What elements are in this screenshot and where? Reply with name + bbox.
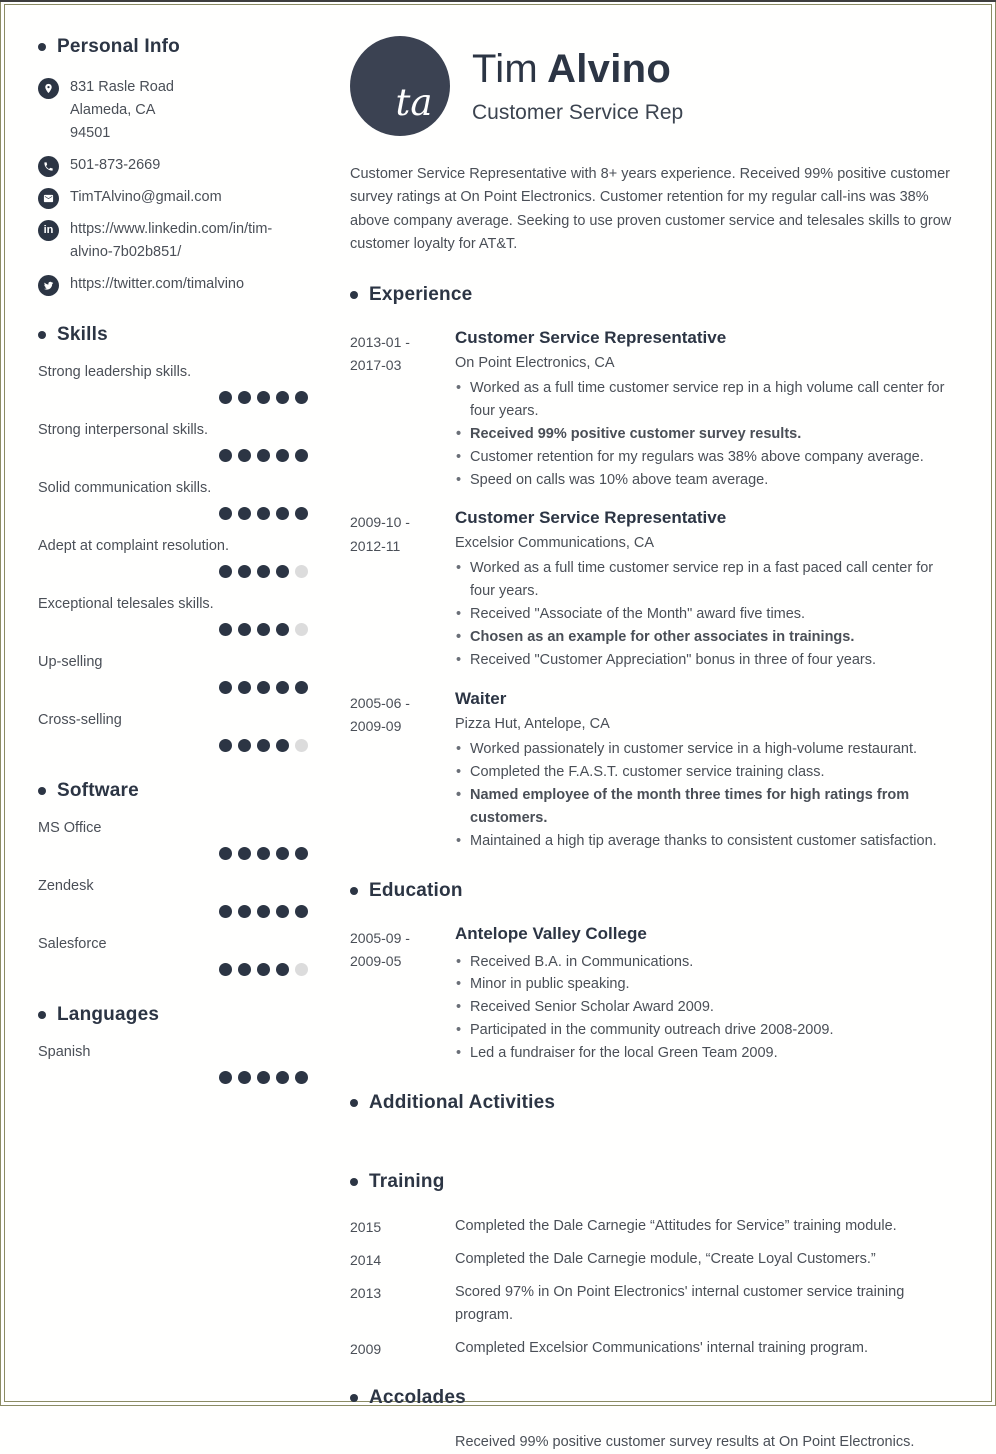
contact-address xyxy=(38,76,308,145)
entry-dates: 2005-09 - 2009-05 xyxy=(350,929,410,969)
software-label: Zendesk xyxy=(38,877,94,894)
rating-dot xyxy=(219,963,232,976)
twitter-url[interactable]: https://twitter.com/timalvino xyxy=(70,275,245,292)
rating-dot xyxy=(276,739,289,752)
entry-body xyxy=(455,508,956,672)
training-text: Completed Excelsior Communications' internal training program. xyxy=(455,1340,868,1357)
bullet-item: • Minor in public speaking. xyxy=(455,973,956,996)
rating-dot xyxy=(295,565,308,578)
training-year: 2009 xyxy=(350,1341,382,1358)
entry-body xyxy=(455,924,956,1066)
software-item xyxy=(38,936,308,976)
address-line-1: 831 Rasle Road xyxy=(70,79,174,95)
skill-rating xyxy=(38,449,308,462)
rating-dot xyxy=(257,565,270,578)
skill-label: Strong interpersonal skills. xyxy=(38,421,209,438)
name-block xyxy=(472,47,683,125)
rating-dot xyxy=(238,391,251,404)
rating-dot xyxy=(257,963,270,976)
personal-info-heading xyxy=(38,36,308,58)
rating-dot xyxy=(238,565,251,578)
skill-item xyxy=(38,654,308,694)
entry-bullets xyxy=(455,738,956,853)
additional-activities-title: Additional Activities xyxy=(369,1092,556,1114)
rating-dot xyxy=(276,681,289,694)
skill-label: Strong leadership skills. xyxy=(38,363,192,380)
rating-dot xyxy=(238,963,251,976)
avatar xyxy=(350,36,450,136)
rating-dot xyxy=(257,905,270,918)
main-column xyxy=(350,36,956,1451)
rating-dot xyxy=(219,905,232,918)
rating-dot xyxy=(238,623,251,636)
spacer xyxy=(350,1136,956,1144)
rating-dot xyxy=(276,1071,289,1084)
bullet-item: • Chosen as an example for other associates in trainings. xyxy=(455,626,956,649)
experience-title: Experience xyxy=(369,283,473,305)
email-text[interactable]: TimTAlvino@gmail.com xyxy=(70,188,222,205)
training-text: Completed the Dale Carnegie “Attitudes for Service” training module. xyxy=(455,1218,897,1235)
training-entry xyxy=(350,1215,956,1238)
languages-heading xyxy=(38,1004,308,1026)
rating-dot xyxy=(238,1071,251,1084)
first-name: Tim xyxy=(472,47,539,91)
entry-body xyxy=(455,689,956,853)
software-rating xyxy=(38,905,308,918)
accolade-text: Received 99% positive customer survey results at On Point Electronics. xyxy=(455,1434,915,1451)
software-item xyxy=(38,878,308,918)
rating-dot xyxy=(257,681,270,694)
personal-info-title: Personal Info xyxy=(57,36,180,57)
rating-dot xyxy=(238,905,251,918)
software-title: Software xyxy=(57,779,139,801)
experience-entry xyxy=(350,508,956,672)
bullet-item: • Received "Associate of the Month" award five times. xyxy=(455,603,956,626)
rating-dot xyxy=(219,449,232,462)
rating-dot xyxy=(295,739,308,752)
education-entry xyxy=(350,924,956,1066)
rating-dot xyxy=(295,681,308,694)
rating-dot xyxy=(257,391,270,404)
skill-item xyxy=(38,712,308,752)
rating-dot xyxy=(219,847,232,860)
training-title: Training xyxy=(369,1171,445,1193)
software-label: MS Office xyxy=(38,819,102,836)
entry-company: On Point Electronics, CA xyxy=(455,354,615,371)
skill-rating xyxy=(38,739,308,752)
entry-company: Excelsior Communications, CA xyxy=(455,535,655,552)
entry-body xyxy=(455,328,956,492)
rating-dot xyxy=(238,847,251,860)
rating-dot xyxy=(238,681,251,694)
skill-rating xyxy=(38,623,308,636)
rating-dot xyxy=(219,391,232,404)
rating-dot xyxy=(276,963,289,976)
rating-dot xyxy=(257,449,270,462)
rating-dot xyxy=(257,623,270,636)
job-title: Customer Service Rep xyxy=(472,101,684,124)
bullet-item: • Customer retention for my regulars was 38% above company average. xyxy=(455,446,956,469)
rating-dot xyxy=(276,905,289,918)
entry-title: Waiter xyxy=(455,689,507,708)
rating-dot xyxy=(257,1071,270,1084)
entry-dates: 2005-06 - 2009-09 xyxy=(350,695,410,735)
address-line-3: 94501 xyxy=(70,124,111,141)
entry-dates: 2009-10 - 2012-11 xyxy=(350,514,410,554)
last-name: Alvino xyxy=(547,47,672,91)
email-icon xyxy=(38,188,59,209)
languages-title: Languages xyxy=(57,1003,160,1025)
bullet-item: • Worked as a full time customer service rep in a fast paced call center for four years. xyxy=(455,557,956,603)
additional-activities-heading xyxy=(350,1092,956,1114)
software-item xyxy=(38,820,308,860)
bullet-item: • Received "Customer Appreciation" bonus in three of four years. xyxy=(455,649,956,672)
rating-dot xyxy=(276,565,289,578)
languages-section xyxy=(38,1004,308,1084)
rating-dot xyxy=(295,847,308,860)
language-item xyxy=(38,1044,308,1084)
skill-item xyxy=(38,538,308,578)
language-label: Spanish xyxy=(38,1043,91,1060)
software-heading xyxy=(38,780,308,802)
contact-linkedin xyxy=(38,218,308,264)
rating-dot xyxy=(219,507,232,520)
personal-info-section xyxy=(38,36,308,296)
section-bullet-icon xyxy=(350,1394,358,1402)
rating-dot xyxy=(295,963,308,976)
training-entry xyxy=(350,1248,956,1271)
software-section xyxy=(38,780,308,976)
full-name xyxy=(472,47,683,92)
software-label: Salesforce xyxy=(38,935,107,952)
page-content xyxy=(38,36,956,1451)
resume-header xyxy=(350,36,956,136)
training-year: 2014 xyxy=(350,1252,382,1269)
entry-title: Customer Service Representative xyxy=(455,327,727,347)
avatar-initials: ta xyxy=(395,80,433,124)
experience-entry xyxy=(350,328,956,492)
rating-dot xyxy=(276,449,289,462)
linkedin-url[interactable]: https://www.linkedin.com/in/tim-alvino-7b02b851/ xyxy=(70,220,273,260)
skill-rating xyxy=(38,565,308,578)
rating-dot xyxy=(295,449,308,462)
entry-title: Antelope Valley College xyxy=(455,923,647,943)
rating-dot xyxy=(276,623,289,636)
training-year: 2013 xyxy=(350,1285,382,1302)
phone-text: 501-873-2669 xyxy=(70,156,161,173)
rating-dot xyxy=(295,905,308,918)
training-text: Completed the Dale Carnegie module, “Create Loyal Customers.” xyxy=(455,1251,876,1268)
bullet-item: • Received Senior Scholar Award 2009. xyxy=(455,996,956,1019)
skill-label: Exceptional telesales skills. xyxy=(38,595,214,612)
bullet-item: • Named employee of the month three times for high ratings from customers. xyxy=(455,784,956,830)
location-icon xyxy=(38,78,59,99)
rating-dot xyxy=(295,1071,308,1084)
training-entry xyxy=(350,1337,956,1360)
rating-dot xyxy=(219,739,232,752)
skills-section xyxy=(38,324,308,752)
summary-paragraph: Customer Service Representative with 8+ years experience. Received 99% positive customer survey ratings at On Point Electronics. Customer retention for my regular call-ins was 38% above company average. Seeking to use proven customer service and telesales skills to grow customer loyalty for AT&T. xyxy=(350,166,952,253)
rating-dot xyxy=(219,565,232,578)
rating-dot xyxy=(295,391,308,404)
contact-phone xyxy=(38,154,308,177)
contact-twitter xyxy=(38,273,308,296)
phone-icon xyxy=(38,156,59,177)
bullet-item: • Worked as a full time customer service rep in a high volume call center for four years. xyxy=(455,377,956,423)
skill-item xyxy=(38,596,308,636)
skill-label: Up-selling xyxy=(38,653,103,670)
section-bullet-icon xyxy=(350,887,358,895)
bullet-item: • Worked passionately in customer service in a high-volume restaurant. xyxy=(455,738,956,761)
software-rating xyxy=(38,963,308,976)
bullet-item: • Participated in the community outreach drive 2008-2009. xyxy=(455,1019,956,1042)
rating-dot xyxy=(238,507,251,520)
skill-rating xyxy=(38,507,308,520)
entry-dates: 2013-01 - 2017-03 xyxy=(350,333,410,374)
experience-entry xyxy=(350,689,956,853)
rating-dot xyxy=(219,681,232,694)
twitter-icon xyxy=(38,275,59,296)
skill-label: Adept at complaint resolution. xyxy=(38,537,230,554)
skill-label: Cross-selling xyxy=(38,711,122,728)
training-text: Scored 97% in On Point Electronics' internal customer service training program. xyxy=(455,1284,905,1324)
rating-dot xyxy=(219,623,232,636)
language-rating xyxy=(38,1071,308,1084)
entry-bullets xyxy=(455,951,956,1066)
address-line-2: Alameda, CA xyxy=(70,101,156,118)
skill-rating xyxy=(38,681,308,694)
training-entry xyxy=(350,1281,956,1327)
rating-dot xyxy=(257,507,270,520)
contact-email xyxy=(38,186,308,209)
entry-bullets xyxy=(455,377,956,492)
rating-dot xyxy=(238,739,251,752)
skill-label: Solid communication skills. xyxy=(38,479,212,496)
rating-dot xyxy=(295,507,308,520)
entry-title: Customer Service Representative xyxy=(455,508,727,528)
skill-item xyxy=(38,480,308,520)
address-text xyxy=(70,76,174,145)
rating-dot xyxy=(219,1071,232,1084)
training-heading xyxy=(350,1171,956,1193)
section-bullet-icon xyxy=(38,1011,46,1019)
entry-company: Pizza Hut, Antelope, CA xyxy=(455,716,610,732)
skills-title: Skills xyxy=(57,323,108,345)
linkedin-icon: in xyxy=(38,220,59,241)
window-top-edge xyxy=(0,0,996,2)
rating-dot xyxy=(257,739,270,752)
rating-dot xyxy=(276,847,289,860)
skill-rating xyxy=(38,391,308,404)
skill-item xyxy=(38,364,308,404)
software-rating xyxy=(38,847,308,860)
rating-dot xyxy=(257,847,270,860)
section-bullet-icon xyxy=(350,1178,358,1186)
education-title: Education xyxy=(369,879,463,901)
bullet-item: • Completed the F.A.S.T. customer service training class. xyxy=(455,761,956,784)
experience-heading xyxy=(350,284,956,306)
bullet-item: • Led a fundraiser for the local Green Team 2009. xyxy=(455,1042,956,1065)
sidebar xyxy=(38,36,308,1386)
skills-heading xyxy=(38,324,308,346)
training-year: 2015 xyxy=(350,1219,382,1236)
rating-dot xyxy=(276,507,289,520)
accolades-title: Accolades xyxy=(369,1387,466,1409)
rating-dot xyxy=(295,623,308,636)
section-bullet-icon xyxy=(38,43,46,51)
rating-dot xyxy=(276,391,289,404)
section-bullet-icon xyxy=(38,787,46,795)
bullet-item: • Speed on calls was 10% above team average. xyxy=(455,469,956,492)
bullet-item: • Received B.A. in Communications. xyxy=(455,951,956,974)
rating-dot xyxy=(238,449,251,462)
skill-item xyxy=(38,422,308,462)
bullet-item: • Received 99% positive customer survey results. xyxy=(455,423,956,446)
section-bullet-icon xyxy=(350,291,358,299)
section-bullet-icon xyxy=(350,1099,358,1107)
entry-bullets xyxy=(455,557,956,672)
education-heading xyxy=(350,880,956,902)
bullet-item: • Maintained a high tip average thanks to consistent customer satisfaction. xyxy=(455,830,956,853)
section-bullet-icon xyxy=(38,331,46,339)
